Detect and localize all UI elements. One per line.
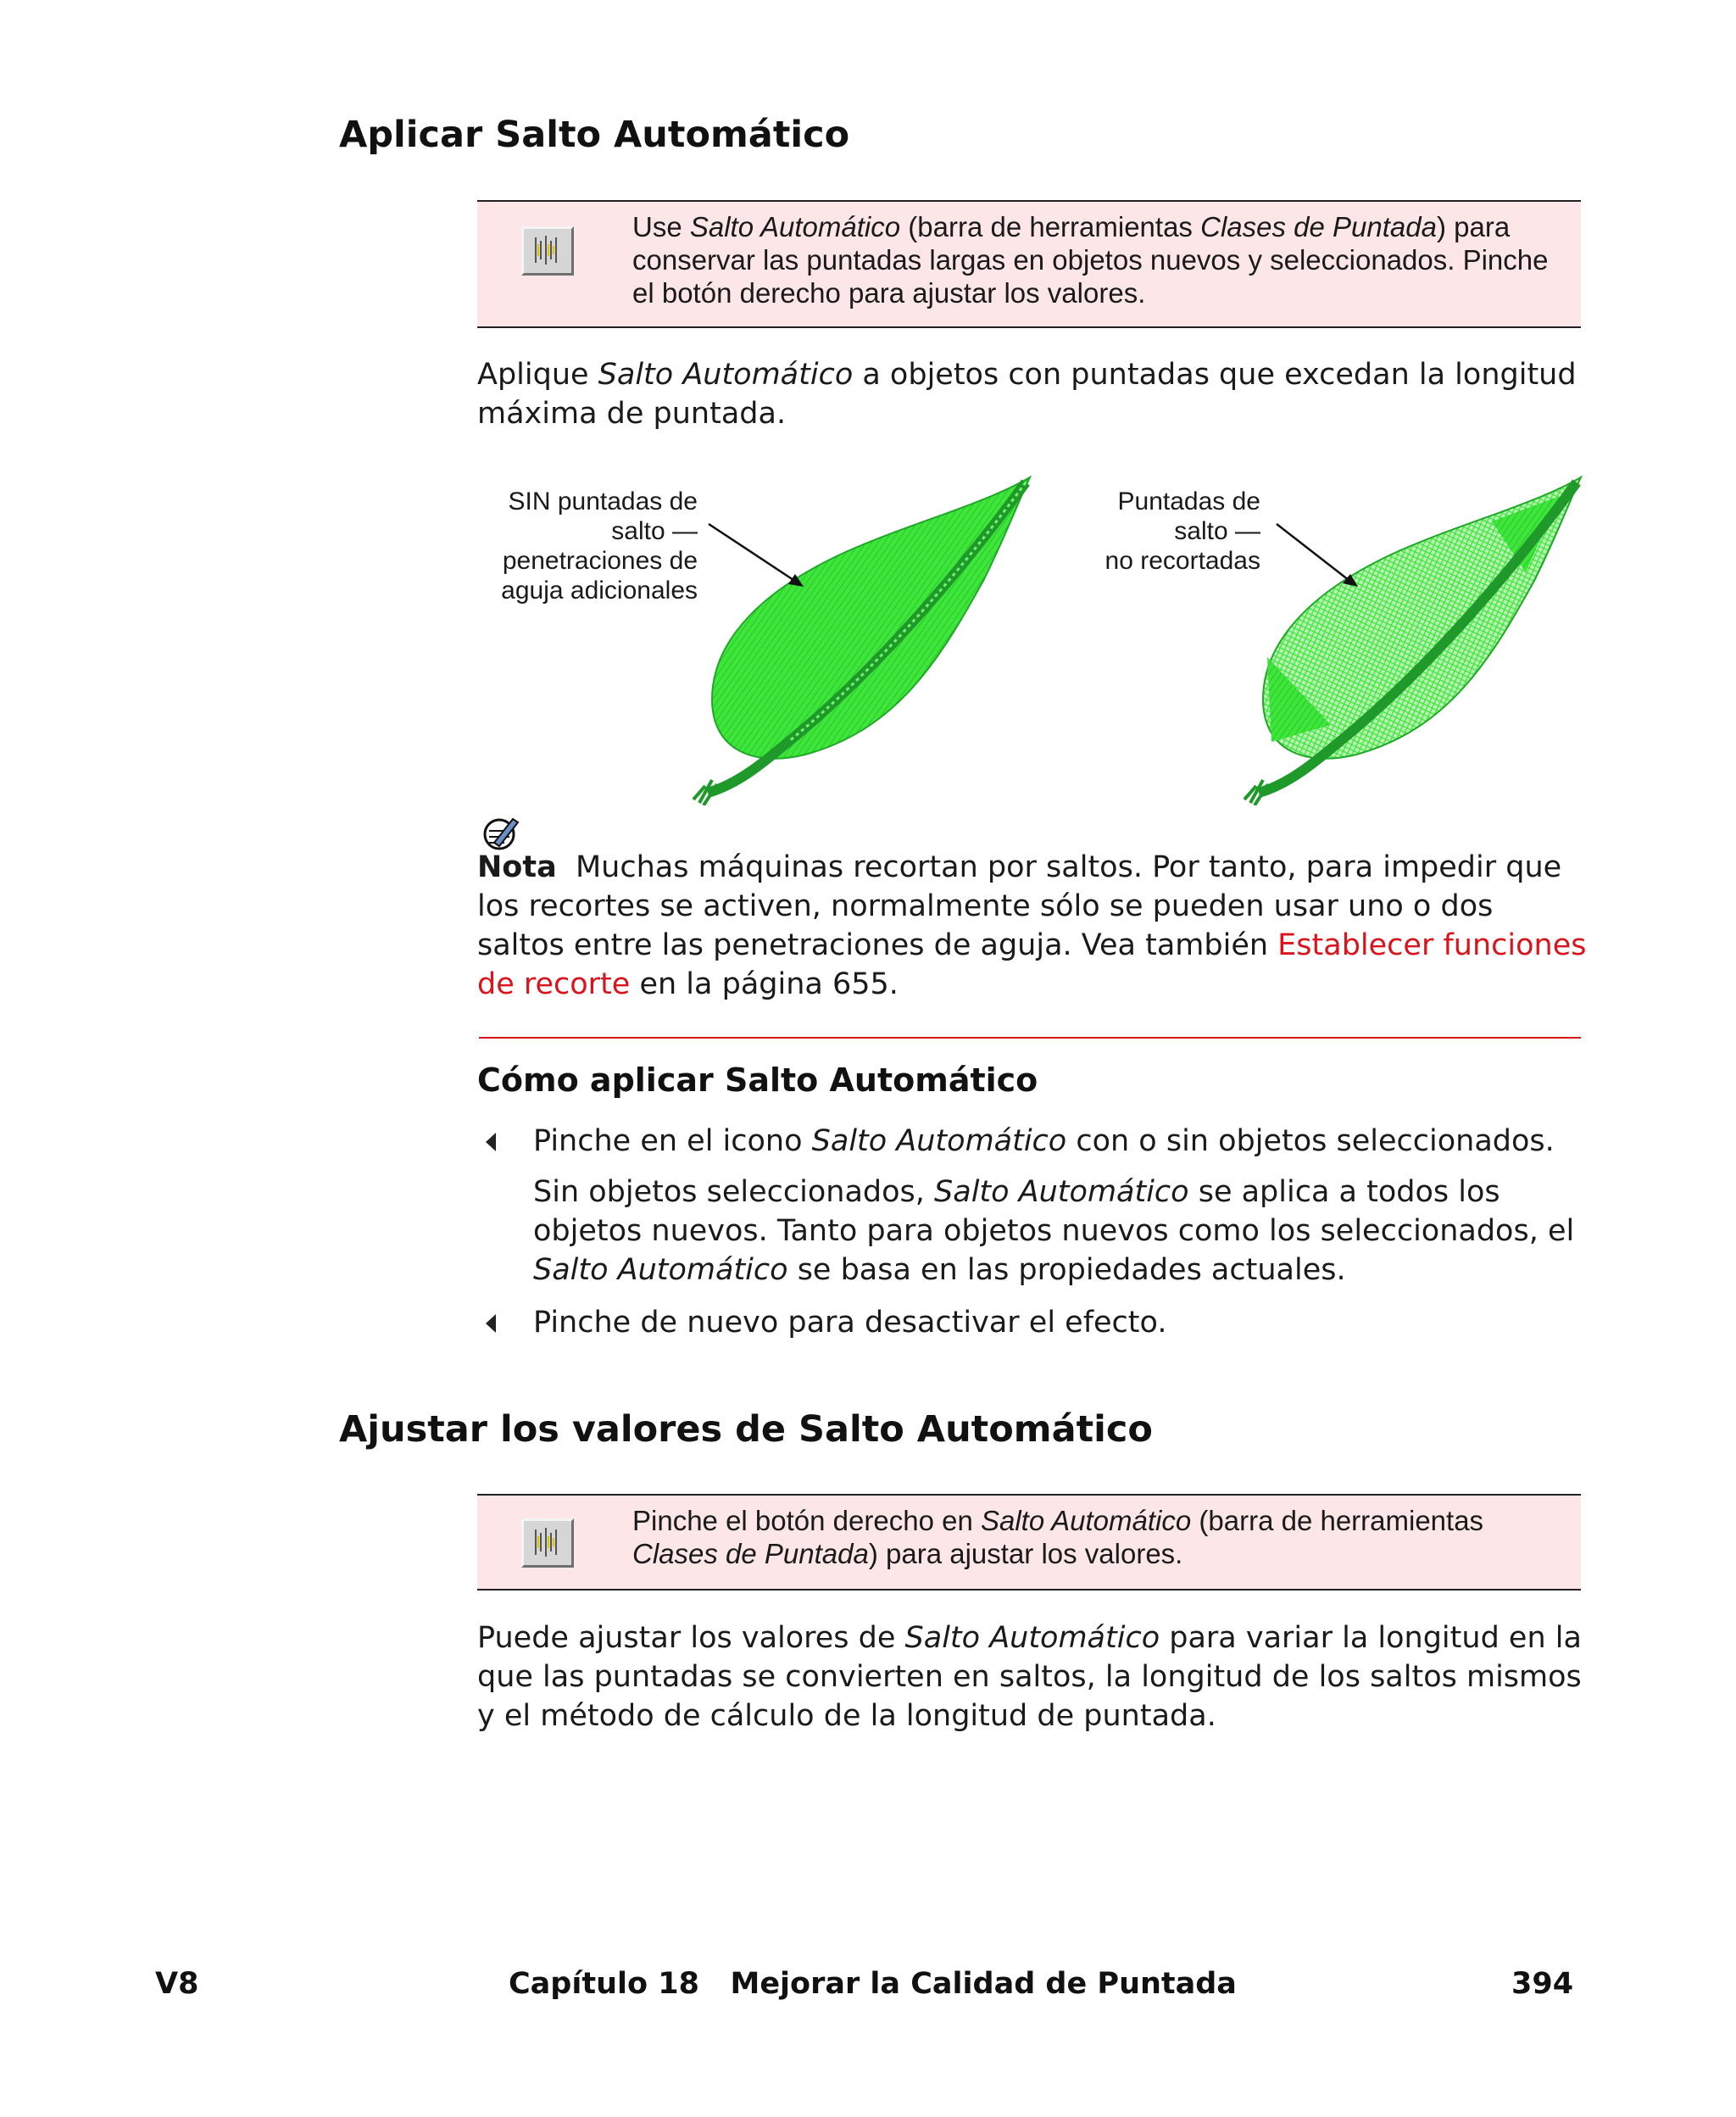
section-title: Ajustar los valores de Salto Automático: [339, 1408, 1153, 1451]
step-1-detail: Sin objetos seleccionados, Salto Automático se aplica a todos los objetos nuevos. Tanto para objetos nuevos como los seleccionados, el Salto Automático se basa en las propiedades actuales.: [533, 1175, 1575, 1287]
footer-version: V8: [155, 1967, 199, 2001]
note-pencil-icon: [479, 814, 521, 851]
note-paragraph: Nota Muchas máquinas recortan por saltos. Por tanto, para impedir que los recortes se activen, normalmente sólo se pueden usar uno o dos saltos entre las penetraciones de aguja. Vea también Establecer funciones de recorte en la página 655.: [477, 850, 1587, 1001]
settings-paragraph: Puede ajustar los valores de Salto Automático para variar la longitud en la que las puntadas se convierten en saltos, la longitud de los saltos mismos y el método de cálculo de la longitud de puntada.: [477, 1621, 1582, 1733]
step-2: Pinche de nuevo para desactivar el efecto.: [533, 1306, 1167, 1340]
auto-jump-icon[interactable]: [521, 226, 574, 276]
section-divider: [479, 1037, 1581, 1039]
footer-chapter: Capítulo 18 Mejorar la Calidad de Puntada: [509, 1967, 1237, 2001]
right-callout: Puntadas de salto — no recortadas: [1104, 487, 1260, 575]
toolbar-tip-box: [477, 200, 1581, 328]
intro-paragraph: Aplique Salto Automático a objetos con puntadas que excedan la longitud máxima de puntada.: [477, 358, 1577, 431]
left-callout-arrow: [704, 517, 822, 593]
footer-page-number: 394: [1511, 1967, 1574, 2001]
howto-title: Cómo aplicar Salto Automático: [477, 1061, 1038, 1099]
tip-text: Use Salto Automático (barra de herramientas Clases de Puntada) para conservar las puntadas largas en objetos nuevos y seleccionados. Pinche el botón derecho para ajustar los valores.: [632, 211, 1549, 309]
tip-text: Pinche el botón derecho en Salto Automático (barra de herramientas Clases de Puntada) para ajustar los valores.: [632, 1505, 1484, 1569]
trim-functions-link[interactable]: Establecer funciones de recorte: [477, 928, 1587, 1001]
leaf-with-jumps-image: [1212, 471, 1602, 805]
step-bullet: [486, 1314, 496, 1333]
right-callout-arrow: [1271, 517, 1373, 593]
section-title: Aplicar Salto Automático: [339, 114, 850, 156]
auto-jump-icon[interactable]: [521, 1518, 574, 1568]
step-bullet: [486, 1133, 496, 1151]
left-callout: SIN puntadas de salto — penetraciones de aguja adicionales: [501, 487, 698, 604]
step-1: Pinche en el icono Salto Automático con o sin objetos seleccionados.: [533, 1124, 1555, 1158]
toolbar-tip-box: [477, 1494, 1581, 1591]
